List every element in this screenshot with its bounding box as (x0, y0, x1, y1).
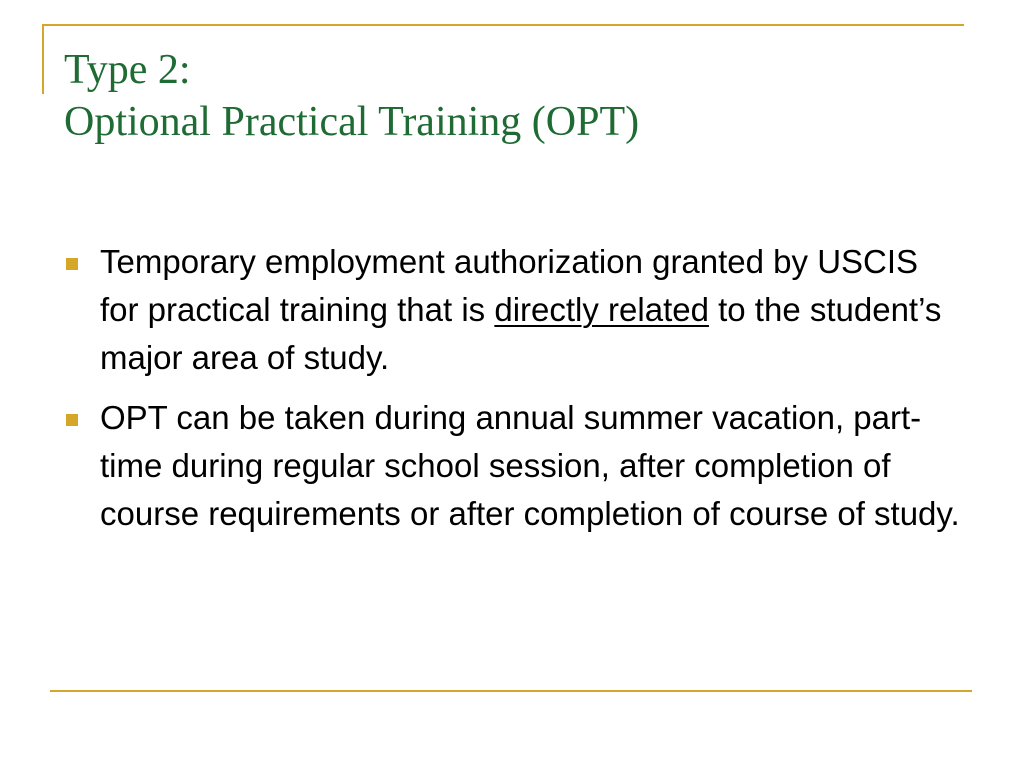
bullet-item (64, 394, 964, 538)
slide-title (64, 44, 639, 148)
top-rule (42, 24, 964, 26)
left-rule (42, 24, 44, 94)
bullet-list (64, 238, 964, 550)
square-bullet-icon (66, 258, 78, 270)
title-line-2: Optional Practical Training (OPT) (64, 99, 640, 145)
bottom-rule (50, 690, 972, 692)
underlined-text: directly related (494, 291, 709, 328)
bullet-text: OPT can be taken during annual summer vacation, part-time during regular school session, after completion of course requirements or after completion of course of study. (100, 399, 960, 532)
bullet-text-part1: Temporary employment authorization granted by USCIS for practical training that is (100, 243, 919, 328)
title-line-1: Type 2: (64, 47, 191, 93)
square-bullet-icon (66, 414, 78, 426)
bullet-item (64, 238, 964, 382)
bullet-text-part2: to the student’s major area of study. (100, 291, 942, 376)
